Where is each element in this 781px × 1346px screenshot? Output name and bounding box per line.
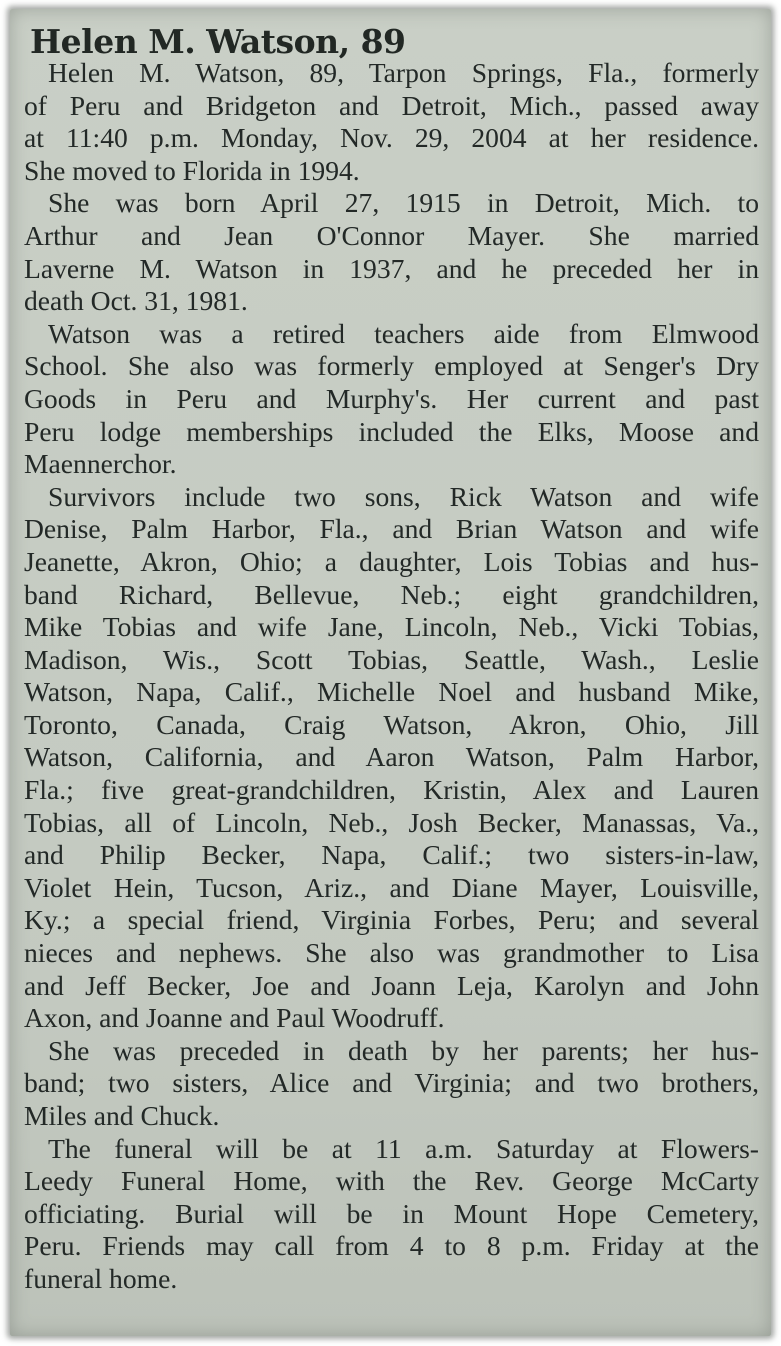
text-line: Axon, and Joanne and Paul Woodruff. (24, 1002, 445, 1034)
text-line: nieces and nephews. She also was grandmother to Lisa (24, 937, 759, 969)
text-line: She moved to Florida in 1994. (24, 154, 360, 186)
text-line: Laverne M. Watson in 1937, and he preceded her in (24, 252, 759, 284)
text-line: The funeral will be at 11 a.m. Saturday at Flowers- (48, 1132, 759, 1164)
text-line: Peru lodge memberships included the Elks, Moose and (24, 415, 759, 447)
paragraph-survivors (24, 481, 761, 1035)
text-line: and Jeff Becker, Joe and Joann Leja, Karolyn and John (24, 969, 759, 1001)
text-line: School. She also was formerly employed at Senger's Dry (24, 350, 759, 382)
text-line: Miles and Chuck. (24, 1100, 220, 1131)
text-line: Tobias, all of Lincoln, Neb., Josh Becker, Manassas, Va., (24, 806, 759, 838)
obituary-headline: Helen M. Watson, 89 (30, 22, 406, 61)
text-line: Watson was a retired teachers aide from Elmwood (48, 317, 759, 349)
text-line: Watson, California, and Aaron Watson, Palm Harbor, (24, 741, 759, 773)
text-line: Toronto, Canada, Craig Watson, Akron, Ohio, Jill (24, 708, 759, 740)
text-line: Fla.; five great-grandchildren, Kristin, Alex and Lauren (24, 774, 759, 806)
newspaper-clipping (10, 9, 771, 1336)
text-line: Maennerchor. (24, 448, 177, 480)
paragraph-birth-marriage (24, 187, 761, 317)
paragraph-funeral (24, 1133, 761, 1296)
text-line: Helen M. Watson, 89, Tarpon Springs, Fla., formerly (48, 57, 759, 88)
text-line: band Richard, Bellevue, Neb.; eight grandchildren, (24, 578, 759, 610)
text-line: Mike Tobias and wife Jane, Lincoln, Neb., Vicki Tobias, (24, 611, 759, 643)
paragraph-death-notice (24, 57, 761, 187)
text-line: band; two sisters, Alice and Virginia; and two brothers, (24, 1067, 759, 1099)
text-line: at 11:40 p.m. Monday, Nov. 29, 2004 at her residence. (24, 122, 759, 154)
paragraph-preceded (24, 1035, 761, 1133)
text-line: Violet Hein, Tucson, Ariz., and Diane Mayer, Louisville, (24, 871, 759, 903)
text-line: death Oct. 31, 1981. (24, 285, 248, 317)
text-line: She was born April 27, 1915 in Detroit, Mich. to (48, 187, 759, 219)
text-line: Arthur and Jean O'Connor Mayer. She married (24, 219, 759, 251)
text-line: Denise, Palm Harbor, Fla., and Brian Watson and wife (24, 513, 759, 545)
text-line: Peru. Friends may call from 4 to 8 p.m. Friday at the (24, 1230, 759, 1262)
text-line: of Peru and Bridgeton and Detroit, Mich., passed away (24, 89, 759, 121)
text-line: Goods in Peru and Murphy's. Her current and past (24, 382, 759, 414)
text-line: funeral home. (24, 1262, 178, 1294)
text-line: Ky.; a special friend, Virginia Forbes, Peru; and several (24, 904, 759, 936)
text-line: officiating. Burial will be in Mount Hope Cemetery, (24, 1197, 759, 1229)
text-line: She was preceded in death by her parents; her hus- (48, 1034, 759, 1066)
text-line: and Philip Becker, Napa, Calif.; two sisters-in-law, (24, 839, 759, 871)
paragraph-career (24, 318, 761, 481)
text-line: Watson, Napa, Calif., Michelle Noel and husband Mike, (24, 676, 759, 708)
text-line: Jeanette, Akron, Ohio; a daughter, Lois Tobias and hus- (24, 545, 759, 577)
text-line: Leedy Funeral Home, with the Rev. George McCarty (24, 1165, 759, 1197)
text-line: Survivors include two sons, Rick Watson and wife (48, 480, 759, 512)
text-line: Madison, Wis., Scott Tobias, Seattle, Wash., Leslie (24, 643, 759, 675)
